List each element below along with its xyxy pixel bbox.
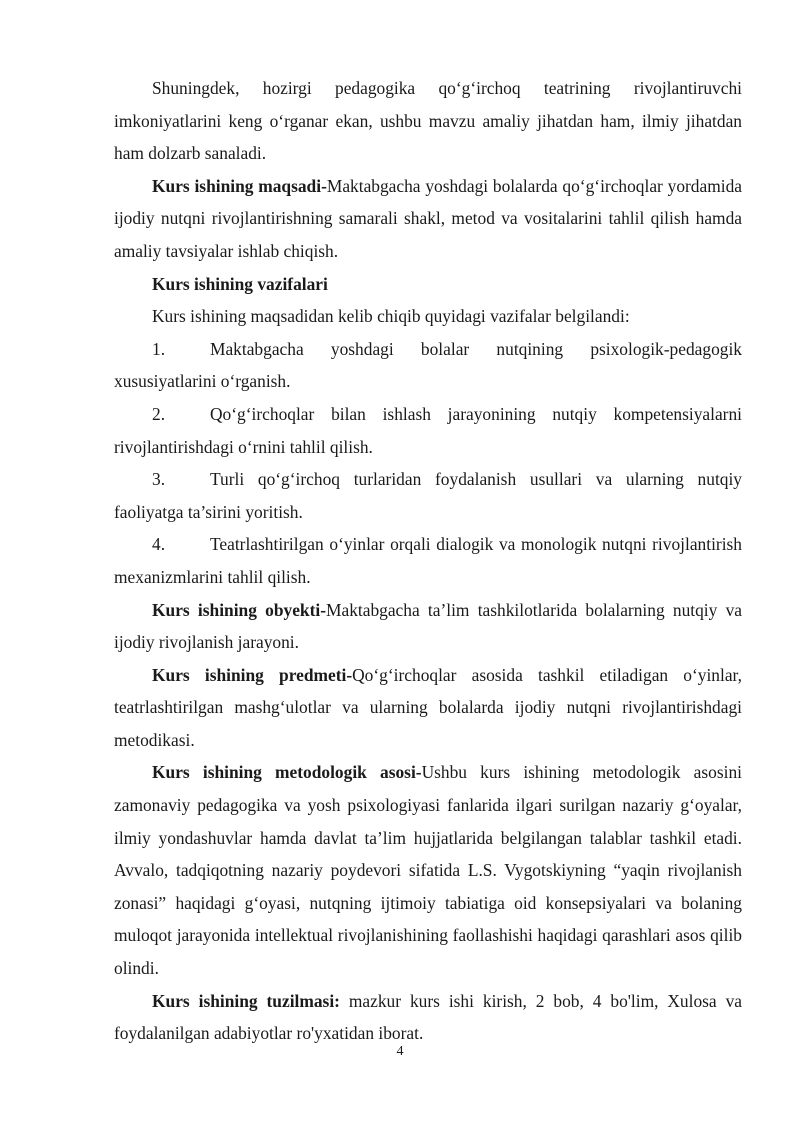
task-item-1 xyxy=(114,333,742,398)
task-number: 3. xyxy=(152,469,166,490)
subject-text: Qo‘g‘irchoqlar asosida tashkil etiladigan o‘yinlar, teatrlashtirilgan mashg‘ulotlar va ularning bolalarda ijodiy nutqni rivojlantirishdagi metodikasi. xyxy=(114,664,742,750)
task-text: Maktabgacha yoshdagi bolalar nutqining psixologik-pedagogik xususiyatlarini o‘rganish. xyxy=(114,338,742,392)
object-label: Kurs ishining obyekti- xyxy=(152,599,327,620)
object-text: Maktabgacha ta’lim tashkilotlarida bolalarning nutqiy va ijodiy rivojlanish jarayoni. xyxy=(114,599,742,653)
goal-label: Kurs ishining maqsadi- xyxy=(152,175,327,196)
method-label: Kurs ishining metodologik asosi- xyxy=(152,762,422,783)
task-item-2 xyxy=(114,398,742,463)
object-paragraph xyxy=(114,594,742,659)
task-item-3 xyxy=(114,463,742,528)
tasks-intro: Kurs ishining maqsadidan kelib chiqib quyidagi vazifalar belgilandi: xyxy=(152,306,630,327)
intro-paragraph: Shuningdek, hozirgi pedagogika qo‘g‘irchoq teatrining rivojlantiruvchi imkoniyatlarini keng o‘rganar ekan, ushbu mavzu amaliy jihatdan ham, ilmiy jihatdan ham dolzarb sanaladi. xyxy=(114,78,742,164)
task-number: 1. xyxy=(152,338,166,359)
structure-label: Kurs ishining tuzilmasi: xyxy=(152,990,340,1011)
structure-text: mazkur kurs ishi kirish, 2 bob, 4 bo'lim, Xulosa va foydalanilgan adabiyotlar ro'yxatidan iborat. xyxy=(114,990,742,1044)
task-text: Turli qo‘g‘irchoq turlaridan foydalanish usullari va ularning nutqiy faoliyatga ta’sirini yoritish. xyxy=(114,469,742,522)
tasks-heading: Kurs ishining vazifalari xyxy=(152,273,328,294)
document-page xyxy=(114,72,742,1050)
method-text: Ushbu kurs ishining metodologik asosini zamonaviy pedagogika va yosh psixologiyasi fanlarida ilgari surilgan nazariy g‘oyalar, ilmiy yondashuvlar hamda davlat ta’lim hujjatlarida belgilangan talablar tashkil etadi. Avvalo, tadqiqotning nazariy poydevori sifatida L.S. Vygotskiyning “yaqin rivojlanish zonasi” haqidagi g‘oyasi, nutqning ijtimoiy tabiatiga oid konsepsiyalari va bolaning muloqot jarayonida intellektual rivojlanishining faollashishi haqidagi qarashlari asos qilib olindi. xyxy=(114,762,742,979)
subject-paragraph xyxy=(114,659,742,757)
task-text: Qo‘g‘irchoqlar bilan ishlash jarayonining nutqiy kompetensiyalarni rivojlantirishdagi o‘rnini tahlil qilish. xyxy=(114,403,742,457)
goal-paragraph xyxy=(114,170,742,268)
task-number: 4. xyxy=(152,534,166,555)
subject-label: Kurs ishining predmeti- xyxy=(152,664,353,685)
page-number: 4 xyxy=(396,1044,404,1059)
task-text: Teatrlashtirilgan o‘yinlar orqali dialogik va monologik nutqni rivojlantirish mexanizmlarini tahlil qilish. xyxy=(114,534,742,587)
task-item-4 xyxy=(114,528,742,593)
task-number: 2. xyxy=(152,403,166,424)
method-paragraph xyxy=(114,756,742,984)
structure-paragraph xyxy=(114,985,742,1050)
goal-text: Maktabgacha yoshdagi bolalarda qo‘g‘irchoqlar yordamida ijodiy nutqni rivojlantirishning samarali shakl, metod va vositalarini tahlil qilish hamda amaliy tavsiyalar ishlab chiqish. xyxy=(114,175,742,261)
